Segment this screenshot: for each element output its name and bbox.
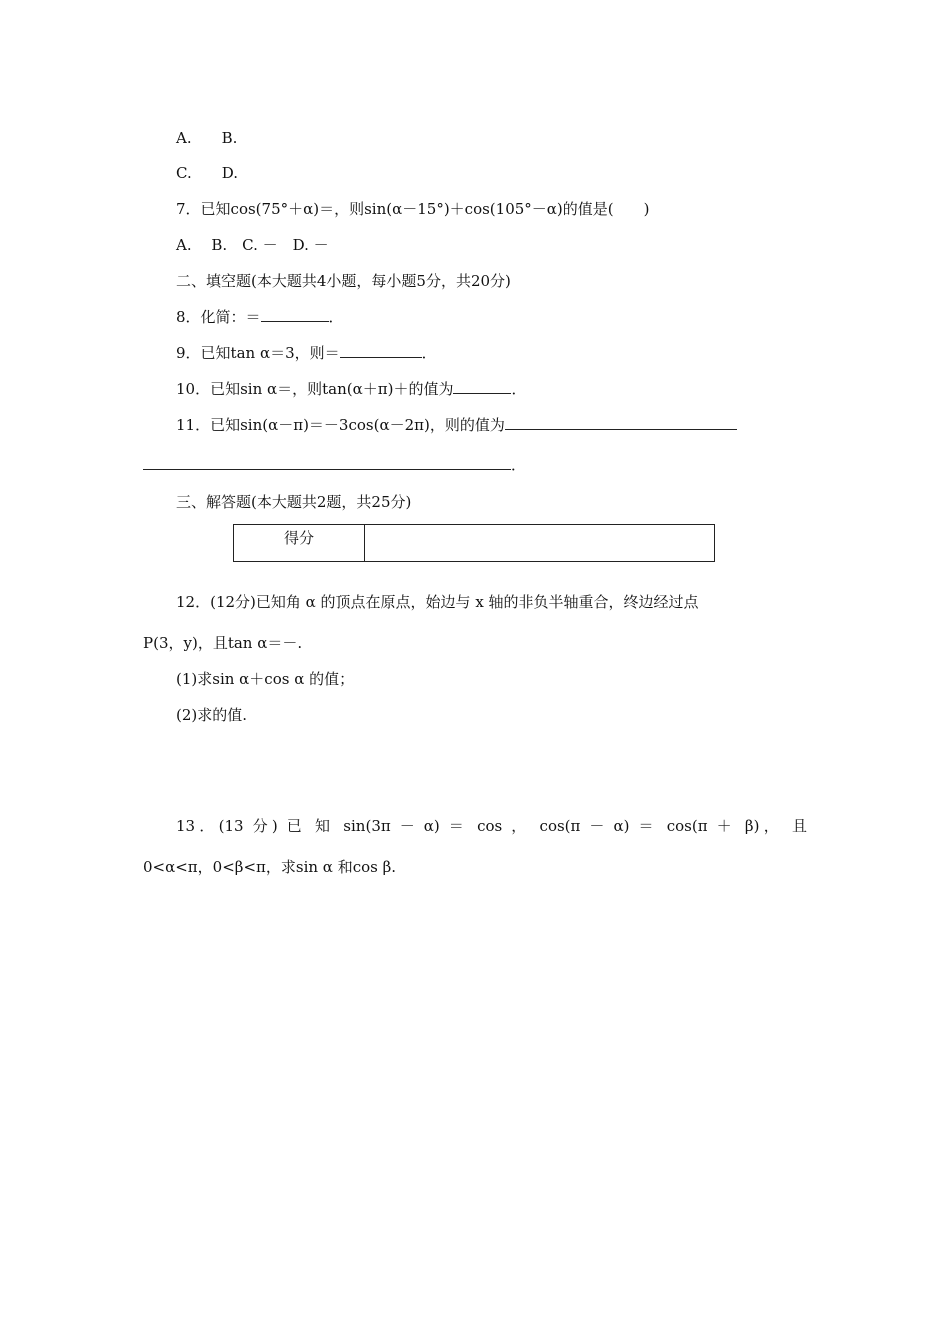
section3-title: 三、解答题(本大题共2题，共25分) [176,493,412,511]
q9-answer-blank[interactable] [340,343,422,358]
q9-end: ． [421,344,437,362]
q10-end: ． [511,380,527,398]
q9-text: 9．已知tan α＝3，则＝ [176,344,340,362]
q8-answer-blank[interactable] [261,307,329,322]
q8-text: 8．化简：＝ [176,308,261,326]
q11-end: ． [511,456,527,474]
q10-line [176,379,526,399]
q12-line1: 12．(12分)已知角 α 的顶点在原点，始边与 x 轴的非负半轴重合，终边经过点 [176,593,699,611]
q6-options-cd: C. D. [176,164,238,182]
q7-stem: 7．已知cos(75°＋α)＝，则sin(α－15°)＋cos(105°－α)的值是( ) [176,200,650,218]
q8-end: ． [328,308,344,326]
q8-line [176,307,344,327]
q13-line2: 0<α<π，0<β<π，求sin α 和cos β. [143,858,397,876]
q11-answer-blank-cont[interactable] [143,455,511,470]
q12-line2: P(3，y)，且tan α＝－. [143,634,303,652]
q12-part2: (2)求的值. [176,706,248,724]
section2-title: 二、填空题(本大题共4小题，每小题5分，共20分) [176,272,511,290]
score-cell[interactable] [365,525,714,561]
q11-continuation [143,455,526,475]
q7-options: A. B. C. － D. － [176,236,329,254]
q12-part1: (1)求sin α＋cos α 的值； [176,670,355,688]
q11-text: 11．已知sin(α－π)＝－3cos(α－2π)，则的值为 [176,416,505,434]
q10-text: 10．已知sin α＝，则tan(α＋π)＋的值为 [176,380,454,398]
q6-options-ab: A. B. [176,129,238,147]
q11-line [176,415,737,435]
score-label: 得分 [234,525,365,561]
q9-line [176,343,437,363]
q13-line1: 13．(13 分) 已 知 sin(3π － α) ＝ cos ， cos(π － α) ＝ cos(π ＋ β)， 且 [176,817,807,835]
score-table [233,524,715,562]
q10-answer-blank[interactable] [453,379,511,394]
q11-answer-blank[interactable] [505,415,737,430]
